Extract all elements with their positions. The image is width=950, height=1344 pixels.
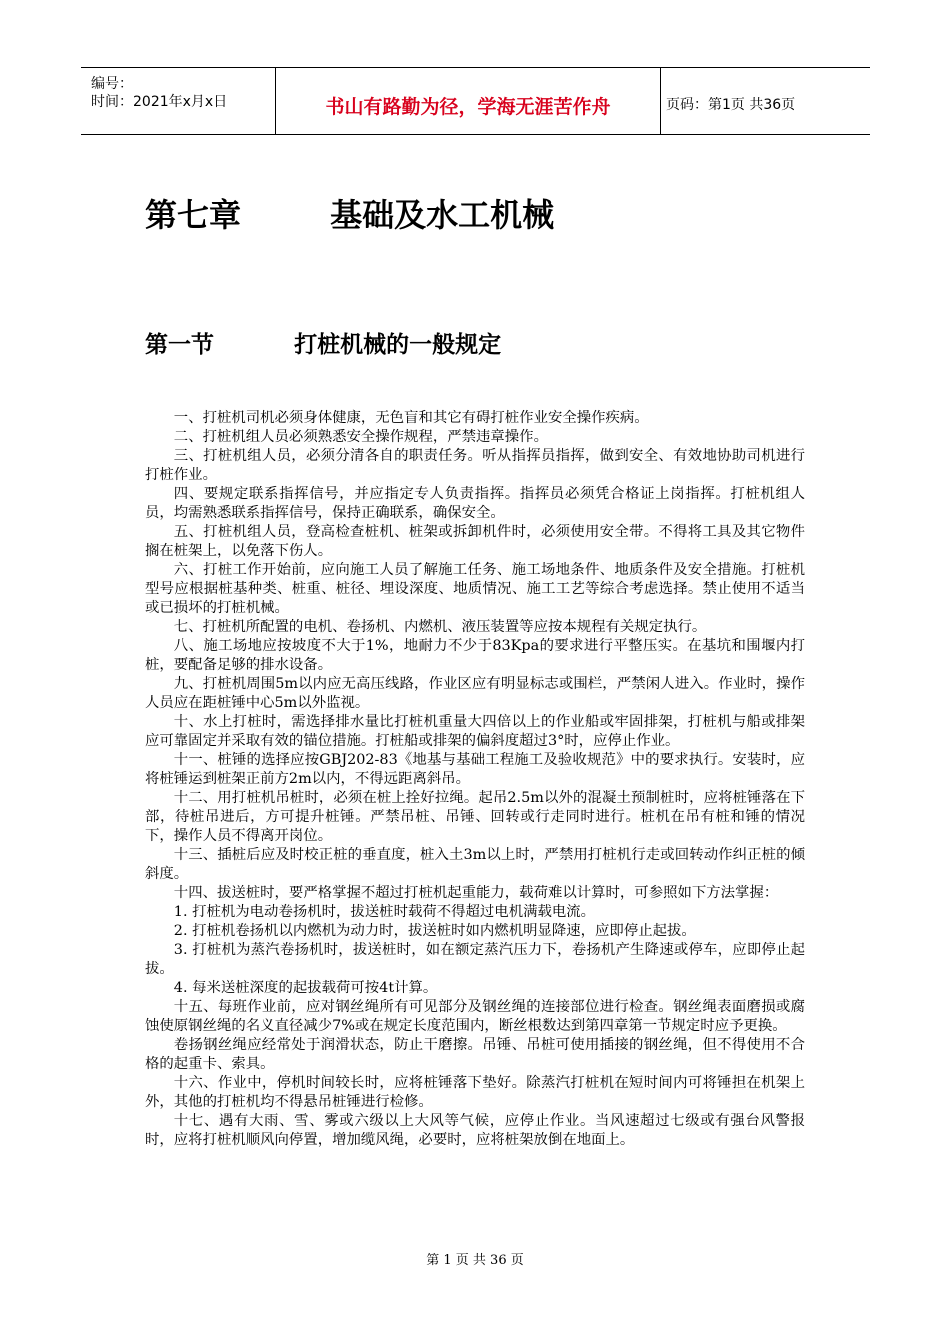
paragraph: 十三、插桩后应及时校正桩的垂直度，桩入土3m以上时，严禁用打桩机行走或回转动作纠正桩的倾斜度。 — [145, 847, 805, 882]
header-motto: 书山有路勤为径，学海无涯苦作舟 — [276, 68, 661, 134]
paragraph: 七、打桩机所配置的电机、卷扬机、内燃机、液压装置等应按本规程有关规定执行。 — [173, 619, 707, 635]
header-page-info: 页码：第1页 共36页 — [666, 97, 796, 113]
paragraph: 4. 每米送桩深度的起拔载荷可按4t计算。 — [173, 980, 438, 996]
paragraph: 2. 打桩机卷扬机以内燃机为动力时，拔送桩时如内燃机明显降速，应即停止起拔。 — [173, 923, 696, 939]
paragraph: 十七、遇有大雨、雪、雾或六级以上大风等气候，应停止作业。当风速超过七级或有强台风警报时，应将打桩机顺风向停置，增加缆风绳，必要时，应将桩架放倒在地面上。 — [145, 1113, 805, 1148]
paragraph: 十、水上打桩时，需选择排水量比打桩机重量大四倍以上的作业船或牢固排架，打桩机与船或排架应可靠固定并采取有效的锚位措施。打桩船或排架的偏斜度超过3°时，应停止作业。 — [145, 714, 805, 749]
body-text — [145, 409, 805, 1150]
chapter-title: 第七章 基础及水工机械 — [145, 196, 555, 234]
page-footer: 第 1 页 共 36 页 — [426, 1253, 524, 1268]
paragraph: 十一、桩锤的选择应按GBJ202-83《地基与基础工程施工及验收规范》中的要求执行。安装时，应将桩锤运到桩架正前方2m以内，不得远距离斜吊。 — [145, 752, 805, 787]
paragraph: 十二、用打桩机吊桩时，必须在桩上拴好拉绳。起吊2.5m以外的混凝土预制桩时，应将桩锤落在下部，待桩吊进后，方可提升桩锤。严禁吊桩、吊锤、回转或行走同时进行。桩机在吊有桩和锤的情况下，操作人员不得离开岗位。 — [145, 790, 805, 844]
section-title: 第一节 打桩机械的一般规定 — [145, 332, 502, 358]
page-header — [81, 67, 870, 135]
header-meta — [81, 68, 276, 134]
paragraph: 八、施工场地应按坡度不大于1%，地耐力不少于83Kpa的要求进行平整压实。在基坑和围堰内打桩，要配备足够的排水设备。 — [145, 638, 805, 673]
paragraph: 3. 打桩机为蒸汽卷扬机时，拔送桩时，如在额定蒸汽压力下，卷扬机产生降速或停车，应即停止起拔。 — [145, 942, 805, 977]
paragraph: 九、打桩机周围5m以内应无高压线路，作业区应有明显标志或围栏，严禁闲人进入。作业时，操作人员应在距桩锤中心5m以外监视。 — [145, 676, 805, 711]
date-label: 时间：2021年x月x日 — [91, 94, 228, 110]
paragraph: 1. 打桩机为电动卷扬机时，拔送桩时载荷不得超过电机满载电流。 — [173, 904, 596, 920]
paragraph: 一、打桩机司机必须身体健康，无色盲和其它有碍打桩作业安全操作疾病。 — [173, 410, 649, 426]
paragraph: 卷扬钢丝绳应经常处于润滑状态，防止干磨擦。吊锤、吊桩可使用插接的钢丝绳，但不得使用不合格的起重卡、索具。 — [145, 1037, 805, 1072]
paragraph: 十五、每班作业前，应对钢丝绳所有可见部分及钢丝绳的连接部位进行检查。钢丝绳表面磨损或腐蚀使原钢丝绳的名义直径减少7%或在规定长度范围内，断丝根数达到第四章第一节规定时应予更换。 — [145, 999, 805, 1034]
paragraph: 十六、作业中，停机时间较长时，应将桩锤落下垫好。除蒸汽打桩机在短时间内可将锤担在机架上外，其他的打桩机均不得悬吊桩锤进行检修。 — [145, 1075, 805, 1110]
paragraph: 十四、拔送桩时，要严格掌握不超过打桩机起重能力，载荷难以计算时，可参照如下方法掌握： — [173, 885, 779, 901]
paragraph: 二、打桩机组人员必须熟悉安全操作规程，严禁违章操作。 — [173, 429, 548, 445]
paragraph: 三、打桩机组人员，必须分清各自的职责任务。听从指挥员指挥，做到安全、有效地协助司机进行打桩作业。 — [145, 448, 805, 483]
paragraph: 五、打桩机组人员，登高检查桩机、桩架或拆卸机件时，必须使用安全带。不得将工具及其它物件搁在桩架上，以免落下伤人。 — [145, 524, 805, 559]
paragraph: 四、要规定联系指挥信号，并应指定专人负责指挥。指挥员必须凭合格证上岗指挥。打桩机组人员，均需熟悉联系指挥信号，保持正确联系，确保安全。 — [145, 486, 805, 521]
number-label: 编号： — [91, 76, 133, 92]
paragraph: 六、打桩工作开始前，应向施工人员了解施工任务、施工场地条件、地质条件及安全措施。打桩机型号应根据桩基种类、桩重、桩径、埋设深度、地质情况、施工工艺等综合考虑选择。禁止使用不适当或已损坏的打桩机械。 — [145, 562, 805, 616]
